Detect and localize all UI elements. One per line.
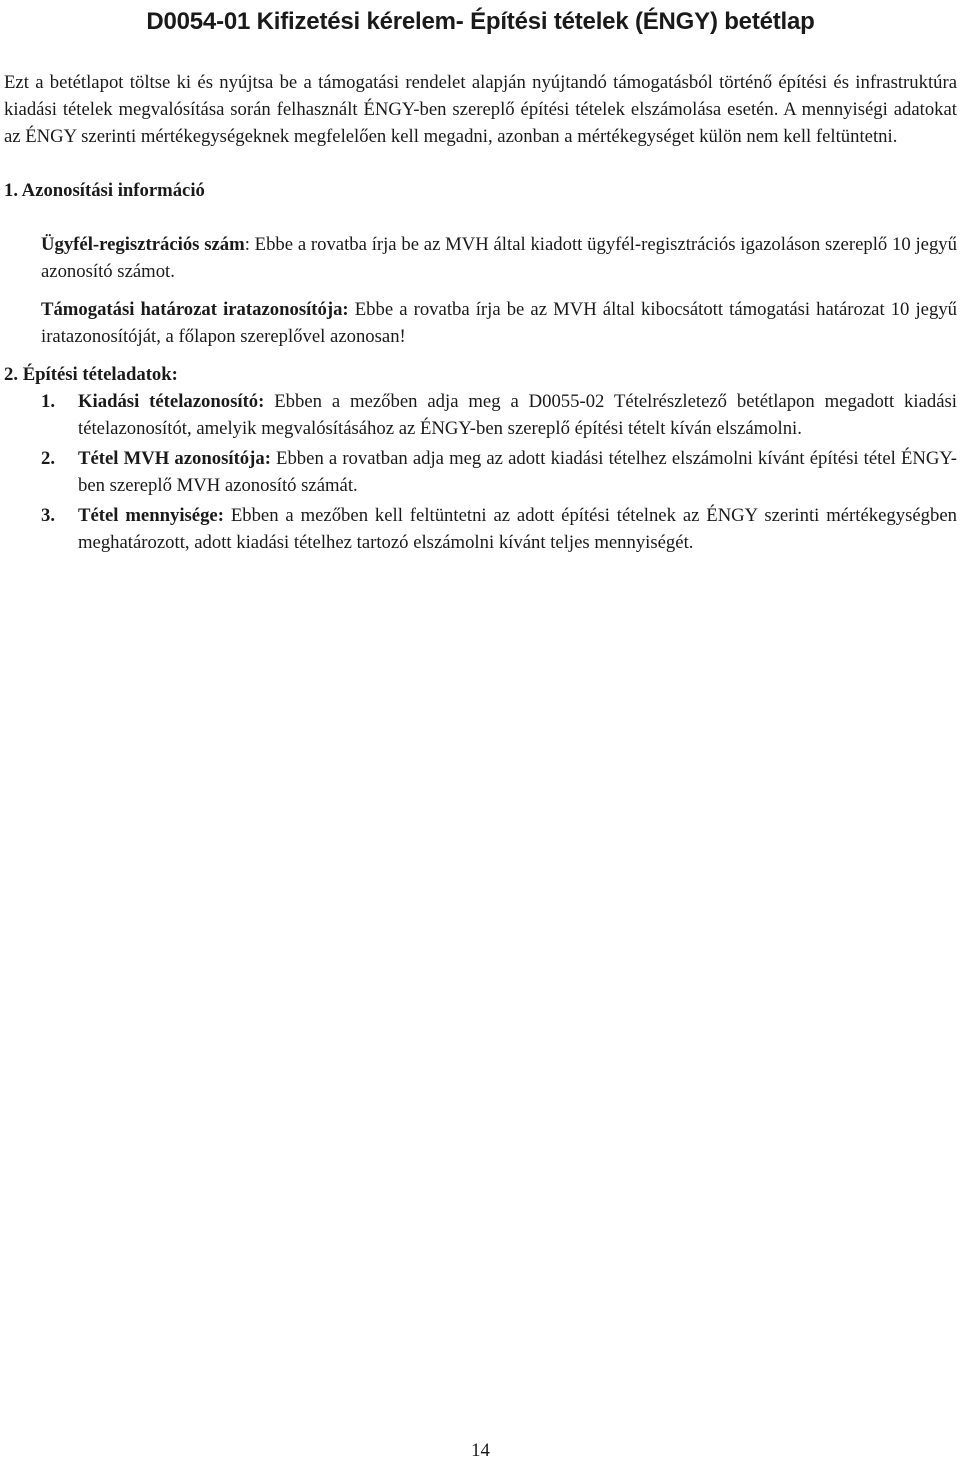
decision-document-id-description [4, 296, 957, 350]
item-quantity-label: Tétel mennyisége: [78, 505, 224, 526]
list-item [41, 388, 957, 442]
client-registration-number-label: Ügyfél-regisztrációs szám [41, 234, 245, 255]
list-item [41, 502, 957, 556]
expense-item-id-label: Kiadási tételazonosító: [78, 391, 265, 412]
page-number: 14 [471, 1440, 490, 1461]
list-item-number: 2. [41, 448, 56, 469]
construction-item-list [4, 388, 957, 556]
decision-document-id-text: Ebbe a rovatba írja be az MVH által kibocsátott támogatási határozat 10 jegyű iratazonosítóját, a főlapon szereplővel azonosan! [41, 299, 958, 347]
section-2-heading: 2. Építési tételadatok: [4, 364, 178, 385]
list-item [41, 445, 957, 499]
client-registration-number-description [4, 231, 957, 285]
item-quantity-text: Ebben a mezőben kell feltüntetni az adott építési tételnek az ÉNGY szerinti mértékegységben meghatározott, adott kiadási tételhez tartozó elszámolni kívánt teljes mennyiségét. [78, 505, 957, 553]
decision-document-id-label: Támogatási határozat iratazonosítója: [41, 299, 349, 320]
list-item-number: 1. [41, 391, 56, 412]
item-mvh-id-text: Ebben a rovatban adja meg az adott kiadási tételhez elszámolni kívánt építési tétel ÉNGY-ben szereplő MVH azonosító számát. [78, 448, 957, 496]
client-registration-number-text: : Ebbe a rovatba írja be az MVH által kiadott ügyfél-regisztrációs igazoláson szereplő 10 jegyű azonosító számot. [41, 234, 957, 282]
document-page [4, 0, 957, 1464]
expense-item-id-text: Ebben a mezőben adja meg a D0055-02 Tételrészletező betétlapon megadott kiadási tételazonosítót, amelyik megvalósításához az ÉNGY-ben szereplő építési tételt kíván elszámolni. [78, 391, 957, 439]
document-title: D0054-01 Kifizetési kérelem- Építési tételek (ÉNGY) betétlap [146, 8, 815, 35]
intro-paragraph: Ezt a betétlapot töltse ki és nyújtsa be a támogatási rendelet alapján nyújtandó támogatásból történő építési és infrastruktúra kiadási tételek megvalósítása során felhasznált ÉNGY-ben szereplő építési tételek elszámolása esetén. A mennyiségi adatokat az ÉNGY szerinti mértékegységeknek megfelelően kell megadni, azonban a mértékegységet külön nem kell feltüntetni. [4, 72, 957, 147]
list-item-number: 3. [41, 505, 56, 526]
section-1-heading: 1. Azonosítási információ [4, 180, 205, 201]
item-mvh-id-label: Tétel MVH azonosítója: [78, 448, 271, 469]
